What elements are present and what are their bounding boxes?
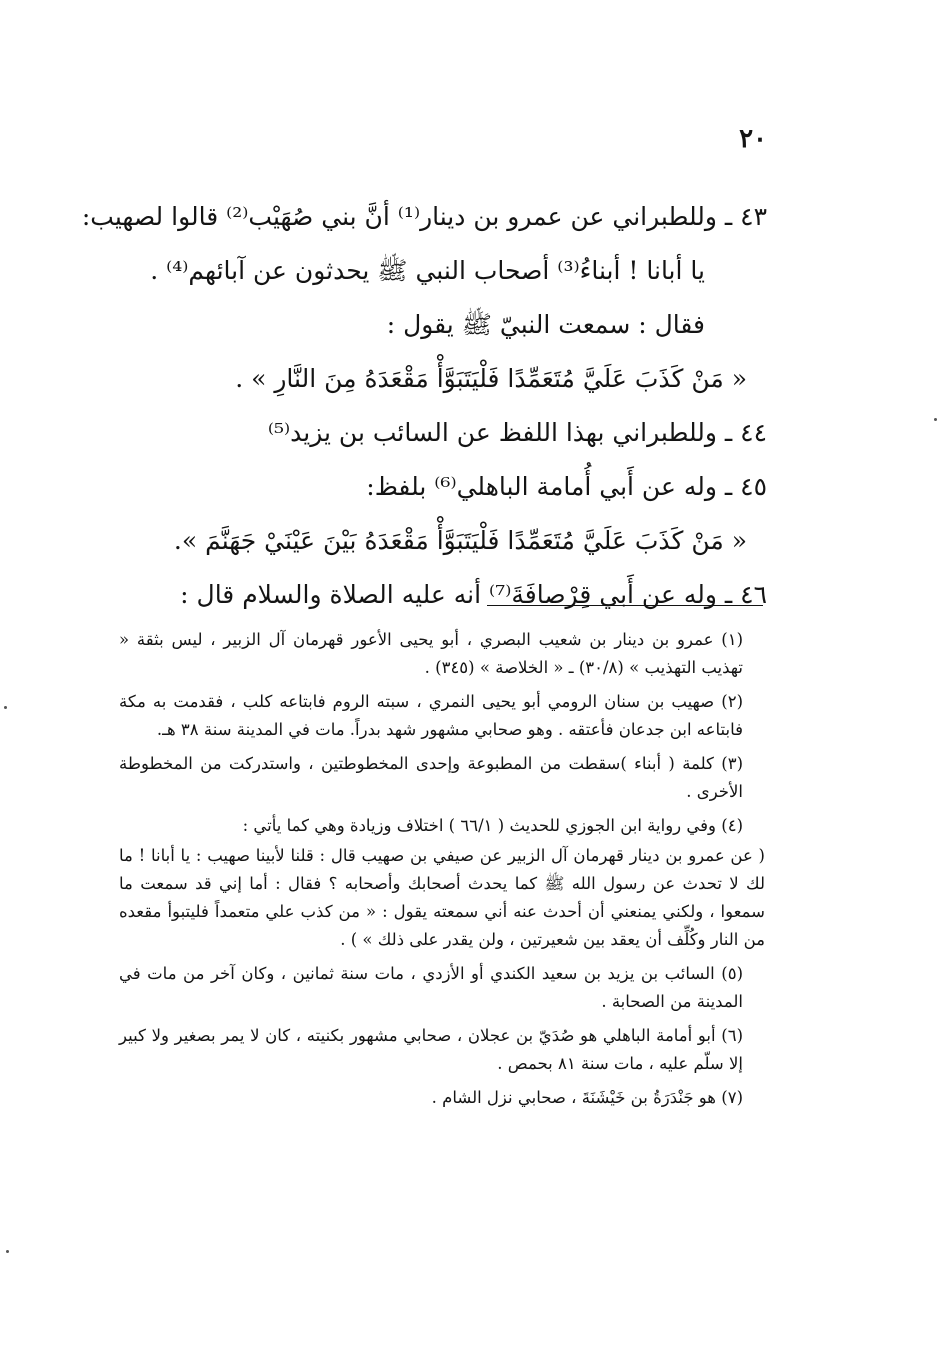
footnote-6: (٦) أبو أمامة الباهلي هو صُدَيّ بن عجلان ، صحابي مشهور بكنيته ، كان لا يمر بصغير ولا كبير إلا سلّم عليه ، مات سنة ٨١ بحمص . xyxy=(119,1026,743,1073)
scan-speck xyxy=(4,706,7,709)
main-text xyxy=(81,190,767,622)
footnotes xyxy=(119,626,765,1118)
footnote-1: (١) عمرو بن دينار بن شعيب البصري ، أبو يحيى الأعور قهرمان آل الزبير ، ليس بثقة « تهذيب التهذيب » (٣٠/٨) ـ « الخلاصة » (٣٤٥) . xyxy=(119,630,743,677)
footnote-5: (٥) السائب بن يزيد بن سعيد الكندي أو الأزدي ، مات سنة ثمانين ، وكان آخر من مات في المدينة من الصحابة . xyxy=(119,964,743,1011)
hadith-44: ٤٤ ـ وللطبراني بهذا اللفظ عن السائب بن يزيد⁽⁵⁾ xyxy=(267,418,767,447)
scan-speck xyxy=(6,1250,9,1253)
scan-speck xyxy=(934,418,937,421)
hadith-43-line-1: ٤٣ ـ وللطبراني عن عمرو بن دينار⁽¹⁾ أنَّ بني صُهَيْب⁽²⁾ قالوا لصهيب: xyxy=(81,202,767,231)
page-number: ٢٠ xyxy=(739,124,767,154)
hadith-45-quote: « مَنْ كَذَبَ عَلَيَّ مُتَعَمِّدًا فَلْيَتَبَوَّأْ مَقْعَدَهُ بَيْنَ عَيْنَيْ جَهَنَّمَ ». xyxy=(173,526,747,555)
hadith-43-quote: « مَنْ كَذَبَ عَلَيَّ مُتَعَمِّدًا فَلْيَتَبَوَّأْ مَقْعَدَهُ مِنَ النَّارِ » . xyxy=(235,364,747,393)
hadith-45: ٤٥ ـ وله عن أَبي أُمامة الباهلي⁽⁶⁾ بلفظ: xyxy=(366,472,767,501)
hadith-46: ٤٦ ـ وله عن أَبي قِرْصافَةَ⁽⁷⁾ أنه عليه الصلاة والسلام قال : xyxy=(180,580,767,609)
footnote-4-body: ( عن عمرو بن دينار قهرمان آل الزبير عن صيفي بن صهيب قال : قلنا لأبينا صهيب : يا أبانا ! ما لك لا تحدث عن رسول الله ﷺ كما يحدث أصحابك وأصحابه ؟ فقال : أما إني قد سمعت ما سمعوا ، ولكني يمنعني أن أحدث عنه أني سمعته يقول : « من كذب علي متعمداً فليتبوأ مقعده من النار وكُلِّف أن يعقد بين شعيرتين ، ولن يقدر على ذلك » ) . xyxy=(119,846,765,949)
footnote-2: (٢) صهيب بن سنان الرومي أبو يحيى النمري ، سبته الروم فابتاعه كلب ، فقدمت به مكة فابتاعه ابن جدعان فأعتقه . وهو صحابي مشهور شهد بدراً. مات في المدينة سنة ٣٨ هـ. xyxy=(119,692,743,739)
hadith-43-line-2: يا أبانا ! أبناءُ⁽³⁾ أصحاب النبي ﷺ يحدثون عن آبائهم⁽⁴⁾ . xyxy=(150,256,705,285)
footnote-4-intro: (٤) وفي رواية ابن الجوزي للحديث ( ٦٦/١ ) اختلاف وزيادة وهي كما يأتي : xyxy=(242,816,743,835)
hadith-43-line-3: فقال : سمعت النبيّ ﷺ يقول : xyxy=(386,310,705,339)
footnote-7: (٧) هو جَنْدَرَةُ بن خَيْشَنَةَ ، صحابي نزل الشام . xyxy=(431,1088,743,1107)
footnote-divider xyxy=(487,605,763,606)
footnote-3: (٣) كلمة ( أبناء )سقطت من المطبوعة وإحدى المخطوطتين ، واستدركت من المخطوطة الأخرى . xyxy=(119,754,743,801)
